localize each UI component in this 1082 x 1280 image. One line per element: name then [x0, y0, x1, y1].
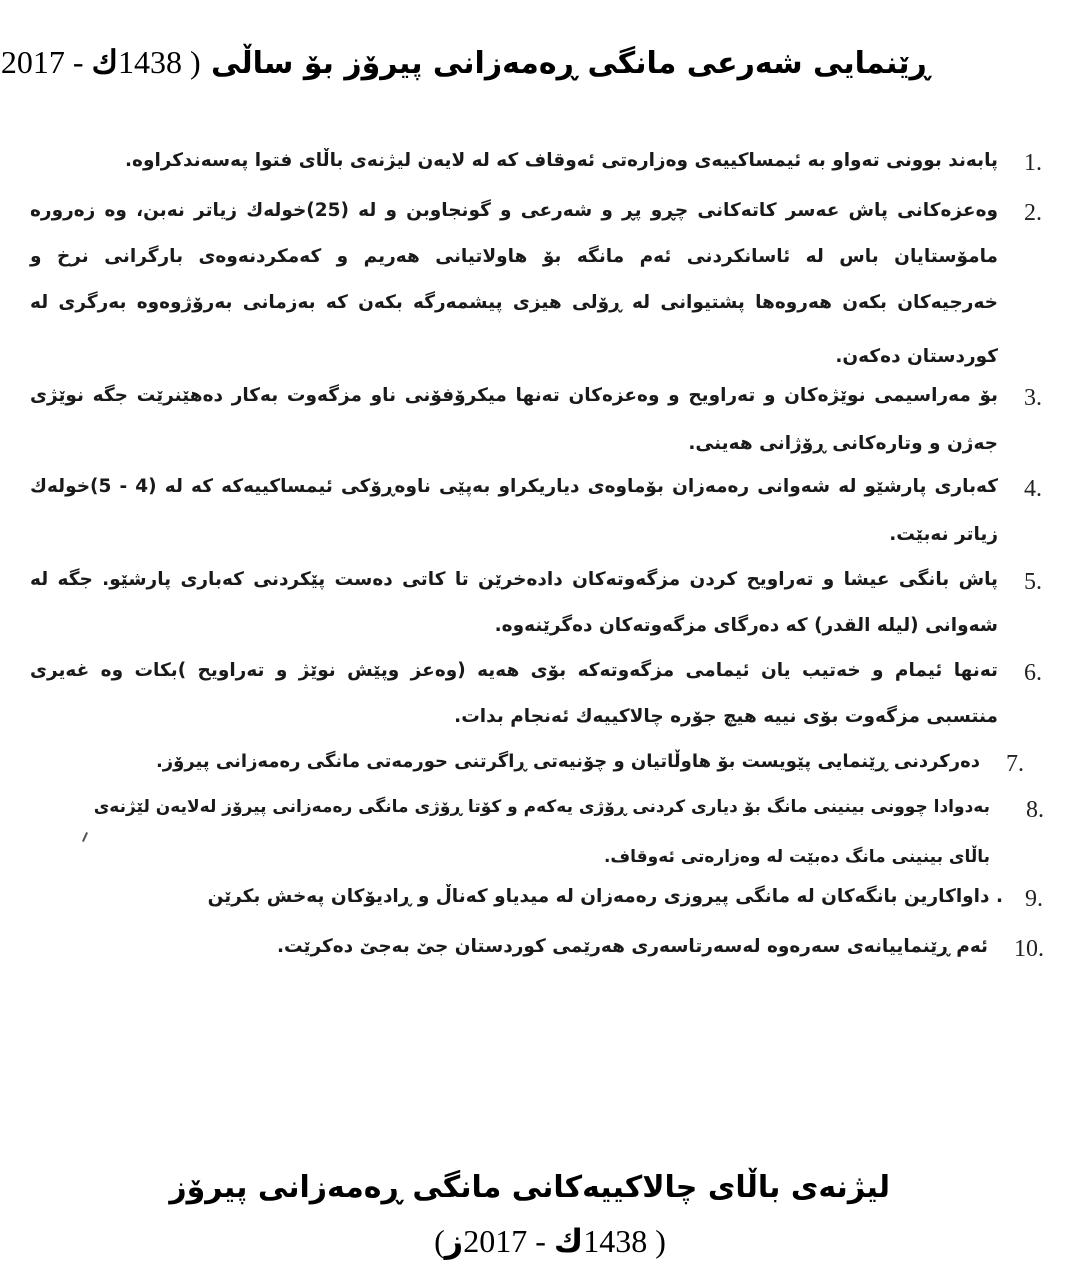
guideline-item-9 — [195, 886, 1043, 912]
item-line: بەدوادا چوونی بینینی مانگ بۆ دیاری کردنی ڕۆژی یەکەم و کۆتا ڕۆژی مانگی رەمەزانی پیرۆز لەلایەن لێژنەی — [93, 797, 990, 817]
committee-signature: لیژنەی باڵای چالاکییەکانی مانگی ڕەمەزانی پیرۆز — [169, 1170, 890, 1205]
guideline-item-2 — [30, 200, 1042, 367]
item-number: 1. — [1024, 150, 1042, 176]
item-line: کوردستان دەکەن. — [835, 346, 998, 367]
item-line: بۆ مەراسیمی نوێژەکان و تەراویح و وەعزەکان تەنها میکرۆفۆنی ناو مزگەوت بەکار دەهێنرێت جگە نوێژی — [30, 385, 998, 406]
document-title — [0, 40, 930, 86]
item-line: کەباری پارشێو لە شەوانی رەمەزان بۆماوەی دیاریکراو بەپێی ناوەڕۆکی ئیمساکییەکە کە لە (4 - 5)خولەك — [30, 476, 998, 497]
title-gregorian-year: 2017 — [0, 44, 65, 80]
item-number: 4. — [1024, 476, 1042, 502]
item-line: پابەند بوونی تەواو بە ئیمساکییەی وەزارەتی ئەوقاف کە لە لایەن لیژنەی باڵای فتوا پەسەندکراوە. — [125, 150, 998, 171]
guideline-item-6 — [30, 660, 1042, 727]
item-number: 5. — [1024, 569, 1042, 595]
item-number: 3. — [1024, 385, 1042, 411]
item-line: ئەم ڕێنماییانەی سەرەوە لەسەرتاسەری هەرێمی کوردستان جێ بەجێ دەکرێت. — [276, 936, 988, 957]
item-line: جەژن و وتارەکانی ڕۆژانی هەینی. — [688, 433, 998, 454]
footer-hijri-year: 1438 — [583, 1223, 648, 1259]
title-hijri-year: 1438 — [117, 44, 182, 80]
item-line: . داواکارین بانگەکان لە مانگی پیروزی رەمەزان لە میدیاو کەناڵ و ڕادیۆکان پەخش بکرێن — [207, 886, 1003, 907]
item-number: 2. — [1024, 200, 1042, 226]
item-line: خەرجیەکان بکەن هەروەها پشتیوانی لە ڕۆلی هیزی پیشمەرگە بکەن کە بەزمانی بەرۆژوەوە بەرگری لە — [30, 292, 998, 313]
guideline-item-1 — [118, 150, 1042, 176]
item-line: تەنها ئیمام و خەتیب یان ئیمامی مزگەوتەکە بۆی هەیە (وەعز وپێش نوێژ و تەراویح )بکات وە غەیری — [30, 660, 998, 681]
title-year: ( 1438ك - 2017 — [0, 44, 201, 80]
guideline-item-7 — [140, 751, 1024, 777]
guideline-item-10 — [276, 936, 1044, 962]
footer-year: ( 1438ك - 2017ز) — [434, 1222, 666, 1260]
item-number: 10. — [1014, 936, 1044, 962]
item-number: 6. — [1024, 660, 1042, 686]
footer-gregorian-year: 2017 — [463, 1223, 528, 1259]
item-line: مامۆستایان باس لە ئاسانکردنی ئەم مانگە بۆ هاولاتیانی هەریم و کەمکردنەوەی بارگرانی نرخ و — [30, 246, 998, 267]
item-line: باڵای بینینی مانگ دەبێت لە وەزارەتی ئەوقاف. — [603, 847, 990, 867]
item-line: منتسبی مزگەوت بۆی نییە هیچ جۆرە چالاکییەك ئەنجام بدات. — [454, 706, 998, 727]
title-text: ڕێنمایی شەرعی مانگی ڕەمەزانی پیرۆز بۆ ساڵی — [211, 46, 930, 81]
guideline-item-4 — [30, 476, 1042, 545]
guideline-item-3 — [30, 385, 1042, 454]
item-line: پاش بانگی عیشا و تەراویح کردن مزگەوتەکان دادەخرێن تا کاتی دەست پێکردنی کەباری پارشێو. جگە لە — [30, 569, 998, 590]
item-line: وەعزەکانی پاش عەسر کاتەکانی چڕو پڕ و شەرعی و گونجاوبن و لە (25)خولەك زیاتر نەبن، وە زەرورە — [30, 200, 998, 221]
item-line: زیاتر نەبێت. — [889, 524, 998, 545]
guideline-item-8 — [70, 797, 1044, 867]
item-number: 9. — [1025, 886, 1043, 912]
item-line: دەرکردنی ڕێنمایی پێویست بۆ هاوڵاتیان و چۆنیەتی ڕاگرتنی حورمەتی مانگی رەمەزانی پیرۆز. — [155, 751, 980, 772]
item-number: 8. — [1026, 797, 1044, 823]
item-number: 7. — [1006, 751, 1024, 777]
item-line: شەوانی (لیله القدر) کە دەرگای مزگەوتەکان دەگرێنەوە. — [494, 615, 998, 636]
guideline-item-5 — [30, 569, 1042, 636]
